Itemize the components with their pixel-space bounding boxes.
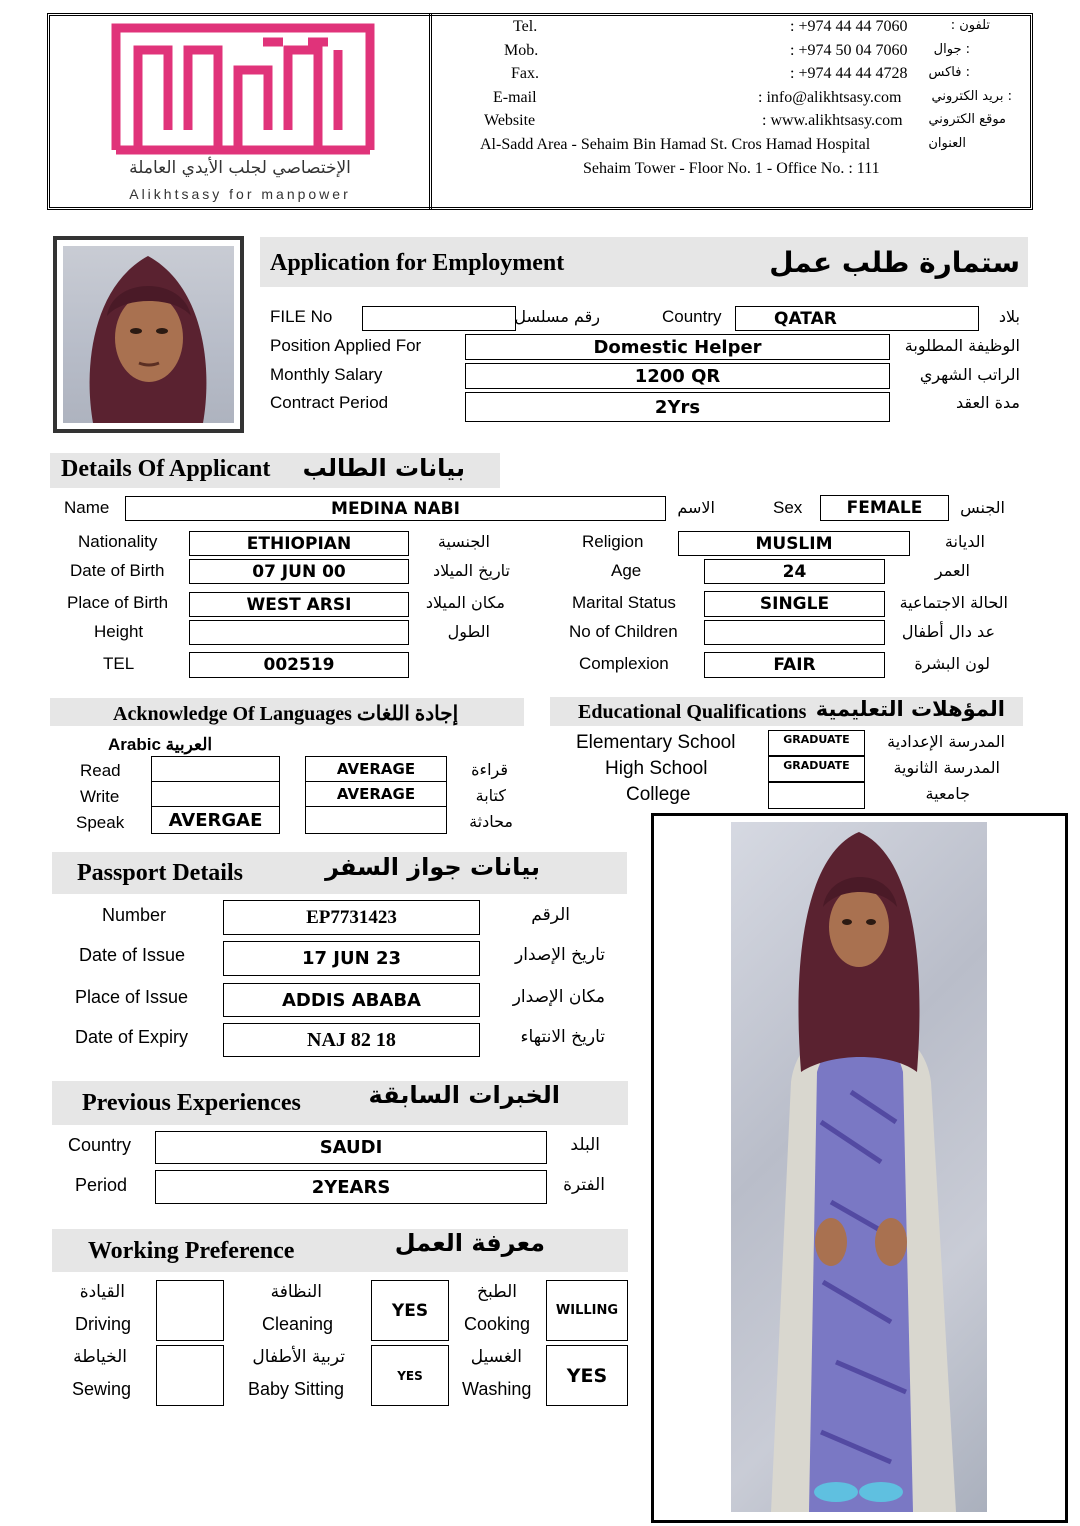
contact-mob-ar: : جوال: [933, 42, 970, 57]
issue-place-ar: مكان الإصدار: [512, 987, 605, 1007]
high-school-ar: المدرسة الثانوية: [893, 758, 1000, 777]
tel-label: TEL: [103, 654, 135, 673]
speak-ar: محادثة: [469, 812, 513, 831]
religion-ar: الديانة: [944, 532, 985, 551]
contact-fax-value: : +974 44 44 4728: [790, 65, 908, 82]
washing-label: Washing: [462, 1379, 532, 1399]
issue-place-field[interactable]: ADDIS ABABA: [223, 983, 480, 1017]
application-title-en: Application for Employment: [270, 250, 565, 276]
baby-sitting-field[interactable]: YES: [371, 1345, 449, 1406]
nationality-field[interactable]: ETHIOPIAN: [189, 531, 409, 556]
preference-title-en: Working Preference: [88, 1238, 295, 1264]
complexion-label: Complexion: [579, 654, 669, 673]
children-field[interactable]: [704, 620, 885, 645]
driving-ar: القيادة: [79, 1282, 125, 1302]
height-field[interactable]: [189, 620, 409, 645]
experience-country-ar: البلد: [570, 1135, 600, 1155]
logo-arabic-text: الإختصاصي لجلب الأيدي العاملة: [129, 158, 351, 178]
dob-ar: تاريخ الميلاد: [433, 561, 510, 580]
contact-email-label: E-mail: [493, 89, 537, 106]
college-label: College: [626, 784, 691, 805]
arabic-write-field[interactable]: [151, 781, 280, 807]
contact-fax-ar: : فاكس: [928, 65, 970, 80]
cooking-label: Cooking: [464, 1314, 531, 1334]
write-label: Write: [80, 787, 120, 806]
contract-ar: مدة العقد: [956, 393, 1020, 412]
sewing-field[interactable]: [156, 1345, 224, 1406]
read-ar: قراءة: [471, 760, 508, 779]
contact-tel-ar: تلفون :: [950, 18, 990, 33]
issue-date-ar: تاريخ الإصدار: [515, 945, 605, 965]
tel-field[interactable]: 002519: [189, 652, 409, 678]
college-field[interactable]: [768, 782, 865, 809]
salary-ar: الراتب الشهري: [919, 365, 1020, 384]
experience-country-label: Country: [68, 1135, 132, 1155]
expiry-date-field[interactable]: NAJ 82 18: [223, 1023, 480, 1057]
name-label: Name: [64, 498, 110, 517]
passport-number-label: Number: [102, 905, 167, 925]
arabic-read-field[interactable]: [151, 756, 280, 782]
contract-label: Contract Period: [270, 393, 389, 412]
contact-tel-value: : +974 44 44 7060: [790, 18, 908, 35]
address-line-1: Al-Sadd Area - Sehaim Bin Hamad St. Cros Hamad Hospital: [480, 136, 871, 153]
country-field[interactable]: QATAR: [735, 306, 979, 331]
contact-fax-label: Fax.: [511, 65, 539, 82]
issue-place-label: Place of Issue: [75, 987, 189, 1007]
elementary-field[interactable]: GRADUATE: [768, 730, 865, 756]
age-label: Age: [611, 561, 642, 580]
dob-label: Date of Birth: [70, 561, 165, 580]
driving-label: Driving: [75, 1314, 132, 1334]
logo-english-text: Alikhtsasy for manpower: [129, 186, 351, 202]
passport-number-field[interactable]: EP7731423: [223, 900, 480, 935]
salary-label: Monthly Salary: [270, 365, 383, 384]
full-body-photo: [731, 822, 987, 1512]
arabic-label: Arabic العربية: [108, 735, 213, 754]
baby-sitting-label: Baby Sitting: [248, 1379, 345, 1399]
height-label: Height: [94, 622, 144, 641]
passport-title-en: Passport Details: [77, 860, 243, 886]
cooking-ar: الطبخ: [477, 1282, 517, 1302]
education-title-ar: المؤهلات التعليمية: [815, 697, 1005, 721]
experience-title-en: Previous Experiences: [82, 1090, 301, 1116]
age-field[interactable]: 24: [704, 559, 885, 584]
marital-ar: الحالة الاجتماعية: [899, 593, 1008, 612]
issue-date-label: Date of Issue: [79, 945, 186, 965]
marital-field[interactable]: SINGLE: [704, 591, 885, 617]
letterhead-divider: [429, 13, 432, 210]
children-label: No of Children: [569, 622, 678, 641]
experience-period-field[interactable]: 2YEARS: [155, 1170, 547, 1204]
languages-title: Acknowledge Of Languages إجادة اللغات: [113, 703, 459, 725]
contact-website-label: Website: [484, 112, 536, 129]
experience-period-label: Period: [75, 1175, 128, 1195]
college-ar: جامعية: [925, 784, 970, 803]
application-title-ar: ستمارة طلب عمل: [769, 246, 1020, 279]
cleaning-label: Cleaning: [262, 1314, 334, 1334]
issue-date-field[interactable]: 17 JUN 23: [223, 941, 480, 976]
read-label: Read: [80, 761, 121, 780]
sex-field[interactable]: FEMALE: [820, 495, 949, 521]
contact-mob-label: Mob.: [504, 42, 539, 59]
marital-label: Marital Status: [572, 593, 676, 612]
complexion-ar: لون البشرة: [914, 654, 990, 673]
portrait-photo: [63, 246, 234, 423]
high-school-label: High School: [605, 758, 708, 779]
write-ar: كتابة: [475, 786, 506, 805]
sewing-label: Sewing: [72, 1379, 132, 1399]
passport-number-ar: الرقم: [531, 905, 570, 925]
position-label: Position Applied For: [270, 336, 422, 355]
address-line-1-ar: العنوان: [928, 136, 966, 151]
washing-ar: الغسيل: [470, 1347, 522, 1367]
complexion-field[interactable]: FAIR: [704, 652, 885, 678]
file-no-field[interactable]: [362, 306, 516, 331]
contract-field[interactable]: 2Yrs: [465, 392, 890, 422]
company-logo: [108, 20, 378, 155]
country-ar: بلاد: [998, 307, 1020, 326]
applicant-title-en: Details Of Applicant: [61, 456, 271, 482]
name-ar: الاسم: [677, 498, 715, 517]
expiry-date-ar: تاريخ الانتهاء: [520, 1027, 605, 1047]
religion-field[interactable]: MUSLIM: [678, 531, 910, 556]
cooking-field[interactable]: WILLING: [546, 1280, 628, 1341]
sex-ar: الجنس: [960, 498, 1005, 517]
religion-label: Religion: [582, 532, 644, 551]
elementary-label: Elementary School: [576, 732, 736, 753]
position-ar: الوظيفة المطلوبة: [904, 336, 1020, 355]
education-title-en: Educational Qualifications: [578, 701, 807, 723]
washing-field[interactable]: YES: [546, 1345, 628, 1406]
nationality-label: Nationality: [78, 532, 158, 551]
file-no-label: FILE No: [270, 307, 333, 326]
height-ar: الطول: [447, 622, 490, 641]
contact-email-value[interactable]: : info@alikhtsasy.com: [758, 89, 902, 106]
driving-field[interactable]: [156, 1280, 224, 1341]
contact-website-value[interactable]: : www.alikhtsasy.com: [762, 112, 903, 129]
sewing-ar: الخياطة: [73, 1347, 127, 1367]
contact-mob-value: : +974 50 04 7060: [790, 42, 908, 59]
contact-website-ar: موقع الكتروني: [928, 112, 1006, 127]
age-ar: العمر: [934, 561, 970, 580]
experience-title-ar: الخبرات السابقة: [368, 1081, 560, 1109]
arabic-speak-field[interactable]: AVERGAE: [151, 806, 280, 834]
english-read-field[interactable]: AVERAGE: [305, 756, 447, 782]
speak-label: Speak: [76, 813, 125, 832]
elementary-ar: المدرسة الإعدادية: [887, 732, 1005, 751]
pob-ar: مكان الميلاد: [425, 593, 505, 612]
cleaning-field[interactable]: YES: [371, 1280, 449, 1341]
file-no-ar: رقم مسلسل: [514, 307, 600, 326]
preference-title-ar: معرفة العمل: [394, 1229, 545, 1257]
contact-email-ar: : بريد الكتروني: [931, 89, 1012, 104]
sex-label: Sex: [773, 498, 803, 517]
applicant-title-ar: بيانات الطالب: [302, 454, 465, 482]
salary-field[interactable]: 1200 QR: [465, 363, 890, 389]
baby-sitting-ar: تربية الأطفال: [252, 1347, 345, 1367]
children-ar: عد دال أطفال: [901, 622, 995, 641]
contact-tel-label: Tel.: [513, 18, 538, 35]
country-label: Country: [662, 307, 722, 326]
nationality-ar: الجنسية: [437, 532, 490, 551]
high-school-field[interactable]: GRADUATE: [768, 756, 865, 782]
address-line-2: Sehaim Tower - Floor No. 1 - Office No. : 111: [583, 160, 880, 177]
english-speak-field[interactable]: [305, 806, 447, 834]
passport-title-ar: بيانات جواز السفر: [325, 853, 540, 881]
experience-country-field[interactable]: SAUDI: [155, 1131, 547, 1164]
pob-label: Place of Birth: [67, 593, 169, 612]
dob-field[interactable]: 07 JUN 00: [189, 559, 409, 584]
experience-period-ar: الفترة: [563, 1175, 605, 1195]
english-write-field[interactable]: AVERAGE: [305, 781, 447, 807]
position-field[interactable]: Domestic Helper: [465, 334, 890, 360]
name-field[interactable]: MEDINA NABI: [125, 496, 666, 521]
pob-field[interactable]: WEST ARSI: [189, 592, 409, 617]
cleaning-ar: النظافة: [270, 1282, 322, 1302]
expiry-date-label: Date of Expiry: [75, 1027, 189, 1047]
